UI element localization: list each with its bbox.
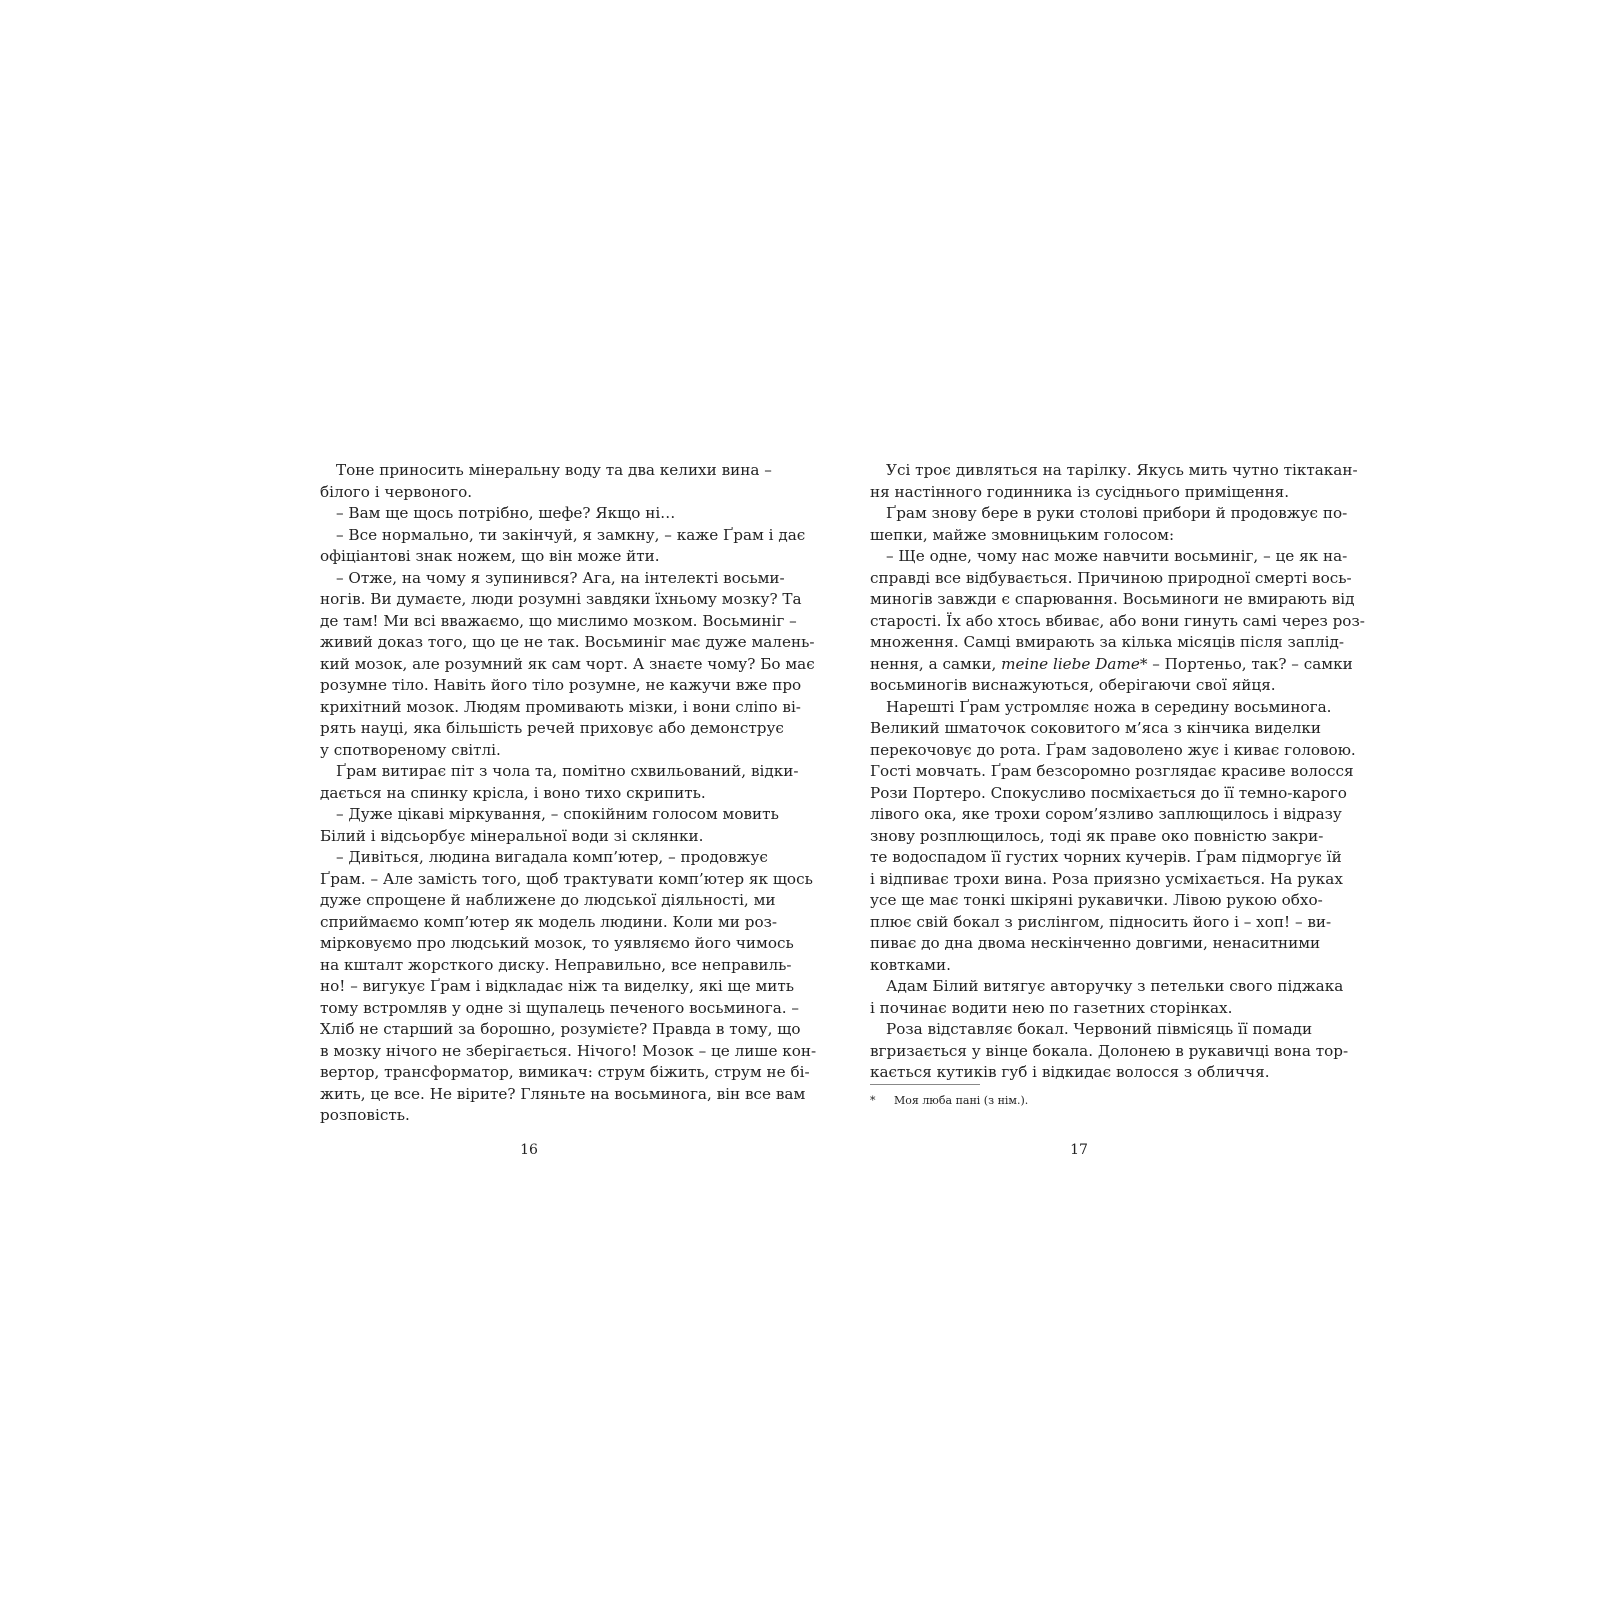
text-line: шепки, майже змовницьким голосом: xyxy=(870,525,1175,544)
text-line: Тоне приносить мінеральну воду та два келихи вина – xyxy=(336,461,772,479)
text-line: Усі троє дивляться на тарілку. Якусь мить чутно тіктакан- xyxy=(886,461,1358,479)
text-line: плює свій бокал з рислінгом, підносить його і – хоп! – ви- xyxy=(870,912,1332,931)
text-line: справді все відбувається. Причиною природної смерті вось- xyxy=(870,568,1352,587)
text-line: у спотвореному світлі. xyxy=(320,740,501,759)
text-line: ногів. Ви думаєте, люди розумні завдяки їхньому мозку? Та xyxy=(320,590,802,608)
left-page-number: 16 xyxy=(520,1142,538,1158)
footnote xyxy=(870,1094,1028,1108)
text-line: Рози Портеро. Спокусливо посміхається до її темно-карого xyxy=(870,783,1347,802)
text-line: ковтками. xyxy=(870,955,951,974)
text-line: – Вам ще щось потрібно, шефе? Якщо ні… xyxy=(336,504,676,522)
text-segment: * – Портеньо, так? – самки xyxy=(1139,654,1353,673)
text-line: Хліб не старший за борошно, розумієте? Правда в тому, що xyxy=(320,1020,801,1038)
footnote-rule xyxy=(870,1084,980,1085)
text-line: живий доказ того, що це не так. Восьминіг має дуже малень- xyxy=(320,633,815,651)
text-line: перекочовує до рота. Ґрам задоволено жує і киває головою. xyxy=(870,740,1356,759)
text-line: кий мозок, але розумний як сам чорт. А знаєте чому? Бо має xyxy=(320,654,815,673)
text-line: вертор, трансформатор, вимикач: струм біжить, струм не бі- xyxy=(320,1063,810,1081)
text-line: розумне тіло. Навіть його тіло розумне, не кажучи вже про xyxy=(320,676,802,694)
right-page-number: 17 xyxy=(1070,1142,1088,1158)
text-line: множення. Самці вмирають за кілька місяців після заплід- xyxy=(870,633,1345,651)
text-line: офіціантові знак ножем, що він може йти. xyxy=(320,547,660,565)
text-line: пиває до дна двома нескінченно довгими, ненаситними xyxy=(870,934,1321,952)
text-line: крихітний мозок. Людям промивають мізки, і вони сліпо ві- xyxy=(320,697,801,716)
text-line: – Дивіться, людина вигадала комп’ютер, – продовжує xyxy=(336,848,768,866)
text-line: дається на спинку крісла, і воно тихо скрипить. xyxy=(320,783,706,802)
italic-phrase: meine liebe Dame xyxy=(1001,654,1140,673)
text-line: кається кутиків губ і відкидає волосся з обличчя. xyxy=(870,1063,1270,1081)
text-line xyxy=(870,654,1353,676)
text-line: Роза відставляє бокал. Червоний півмісяць її помади xyxy=(886,1020,1313,1038)
right-page-body xyxy=(870,460,1365,1084)
text-line: лівого ока, яке трохи сором’язливо заплющилось і відразу xyxy=(870,805,1342,823)
text-line: Ґрам витирає піт з чола та, помітно схвильований, відки- xyxy=(336,762,799,780)
footnote-text: Моя люба пані (з нім.). xyxy=(894,1094,1029,1107)
text-line: старості. Їх або хтось вбиває, або вони гинуть самі через роз- xyxy=(870,611,1365,630)
left-page-body xyxy=(320,460,817,1127)
text-segment: нення, а самки, xyxy=(870,654,1002,673)
text-line: те водоспадом її густих чорних кучерів. Ґрам підморгує їй xyxy=(870,848,1342,866)
text-line: Великий шматочок соковитого м’яса з кінчика виделки xyxy=(870,719,1321,737)
text-line: ня настінного годинника із сусіднього приміщення. xyxy=(870,482,1290,501)
text-line: – Ще одне, чому нас може навчити восьминіг, – це як на- xyxy=(886,547,1348,565)
text-line: – Отже, на чому я зупинився? Ага, на інтелекті восьми- xyxy=(336,568,785,587)
text-line: дуже спрощене й наближене до людської діяльності, ми xyxy=(320,891,776,909)
text-line: рять науці, яка більшість речей приховує або демонструє xyxy=(320,719,784,737)
text-line: Ґрам. – Але замість того, щоб трактувати комп’ютер як щось xyxy=(320,869,813,888)
text-line: Адам Білий витягує авторучку з петельки свого піджака xyxy=(886,977,1344,995)
text-line: Гості мовчать. Ґрам безсоромно розглядає красиве волосся xyxy=(870,762,1354,780)
text-line: но! – вигукує Ґрам і відкладає ніж та виделку, які ще мить xyxy=(320,977,795,995)
text-line: в мозку нічого не зберігається. Нічого! Мозок – це лише кон- xyxy=(320,1041,817,1060)
text-line: сприймаємо комп’ютер як модель людини. Коли ми роз- xyxy=(320,912,778,931)
text-line: восьминогів виснажуються, оберігаючи свої яйця. xyxy=(870,676,1276,694)
footnote-marker: * xyxy=(870,1094,876,1107)
text-line: Білий і відсьорбує мінеральної води зі склянки. xyxy=(320,826,704,845)
text-line: тому встромляв у одне зі щупалець печеного восьминога. – xyxy=(320,998,800,1017)
text-line: миногів завжди є спарювання. Восьминоги не вмирають від xyxy=(870,590,1355,608)
text-line: усе ще має тонкі шкіряні рукавички. Лівою рукою обхо- xyxy=(870,891,1323,909)
text-line: і починає водити нею по газетних сторінках. xyxy=(870,998,1233,1017)
text-line: на кшталт жорсткого диску. Неправильно, все неправиль- xyxy=(320,955,792,974)
text-line: Ґрам знову бере в руки столові прибори й продовжує по- xyxy=(886,504,1348,522)
text-line: вгризається у вінце бокала. Долонею в рукавичці вона тор- xyxy=(870,1041,1349,1060)
text-line: мірковуємо про людський мозок, то уявляємо його чимось xyxy=(320,934,794,952)
text-line: і відпиває трохи вина. Роза приязно усміхається. На руках xyxy=(870,869,1343,888)
text-line: – Все нормально, ти закінчуй, я замкну, – каже Ґрам і дає xyxy=(336,525,806,544)
text-line: жить, це все. Не вірите? Гляньте на восьминога, він все вам xyxy=(320,1084,806,1103)
text-line: знову розплющилось, тоді як праве око повністю закри- xyxy=(870,826,1324,845)
text-line: розповість. xyxy=(320,1106,410,1124)
text-line: де там! Ми всі вважаємо, що мислимо мозком. Восьминіг – xyxy=(320,611,797,630)
text-line: Нарешті Ґрам устромляє ножа в середину восьминога. xyxy=(886,697,1332,716)
text-line: білого і червоного. xyxy=(320,482,473,501)
text-line: – Дуже цікаві міркування, – спокійним голосом мовить xyxy=(336,805,779,823)
